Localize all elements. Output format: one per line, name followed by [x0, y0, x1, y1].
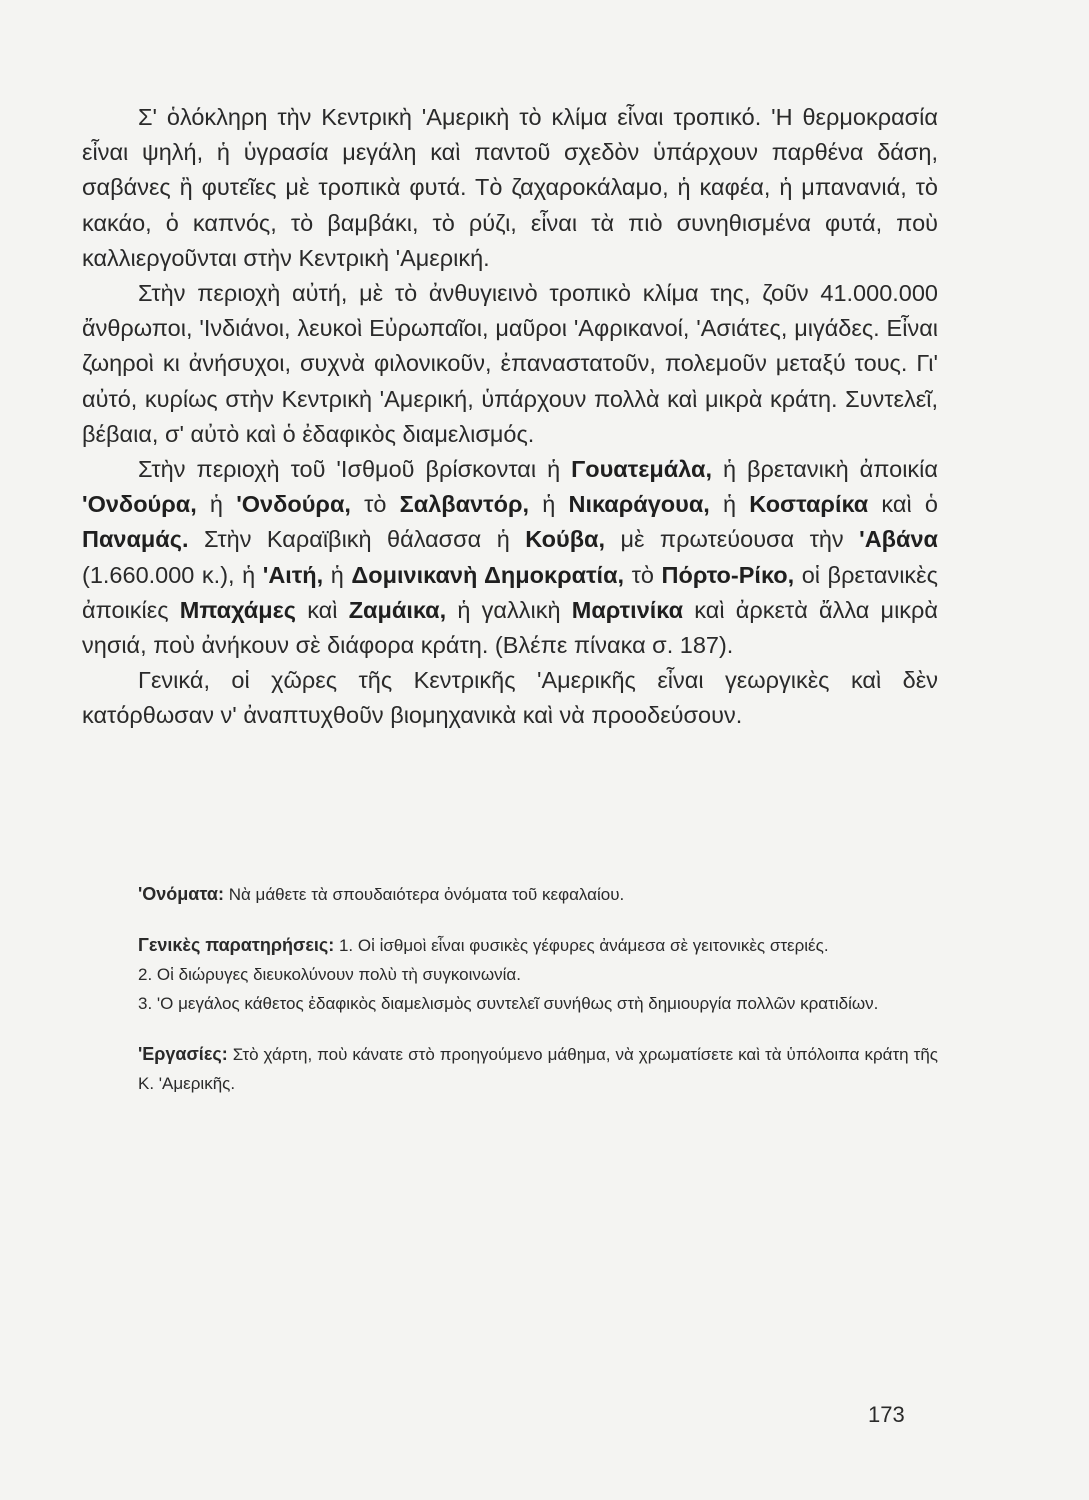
text-run: Σ' ὁλόκληρη τὴν Κεντρικὴ 'Αμερικὴ τὸ κλίμα εἶναι τροπικό. 'Η θερμοκρασία εἶναι ψηλή, ἡ ὑγρασία μεγάλη καὶ παντοῦ σχεδὸν ὑπάρχουν παρθένα δάση, σαβάνες ἢ φυτεῖες μὲ τροπικὰ φυτά. Τὸ ζαχαροκάλαμο, ἡ καφέα, ἡ μπανανιά, τὸ κακάο, ὁ καπνός, τὸ βαμβάκι, τὸ ρύζι, εἶναι τὰ πιὸ συνηθισμένα φυτά, ποὺ καλλιεργοῦνται στὴν Κεντρικὴ 'Αμερική.: [82, 104, 938, 271]
general-label: Γενικὲς παρατηρήσεις:: [138, 935, 335, 955]
tasks-label: 'Εργασίες:: [138, 1044, 228, 1064]
bold-place-name: 'Αβάνα: [859, 526, 938, 553]
text-run: ἡ: [529, 491, 569, 518]
bold-place-name: Γουατεμάλα,: [571, 456, 712, 483]
text-run: ἡ βρετανικὴ ἀποικία: [711, 456, 938, 483]
names-label: 'Ονόματα:: [138, 884, 224, 904]
paragraph-climate: [82, 100, 938, 276]
text-run: τὸ: [350, 491, 400, 518]
bold-place-name: Πόρτο-Ρίκο,: [661, 561, 795, 588]
paragraph-summary: [82, 663, 938, 733]
text-run: τὸ: [624, 561, 662, 588]
text-run: μὲ πρωτεύουσα τὴν: [605, 526, 860, 553]
text-run: οἱ βρετανικὲς ἀποικίες: [82, 561, 938, 623]
general-item-2-line: [82, 960, 938, 989]
bold-place-name: 'Ονδούρα,: [82, 491, 197, 518]
general-item-3: 3. 'Ο μεγάλος κάθετος ἐδαφικὸς διαμελισμὸς συντελεῖ συνήθως στὴ δημιουργία πολλῶν κρατιδίων.: [138, 994, 879, 1013]
bold-place-name: Κούβα,: [525, 526, 606, 553]
general-remarks: [82, 931, 938, 1018]
text-run: (1.660.000 κ.), ἡ: [82, 561, 263, 588]
text-run: ἡ: [323, 561, 352, 588]
page-number: 173: [868, 1402, 905, 1427]
text-run: ἡ γαλλικὴ: [446, 596, 572, 623]
text-run: Στὴν Καραϊβικὴ θάλασσα ἡ: [188, 526, 526, 553]
general-item-1: 1. Οἱ ἰσθμοὶ εἶναι φυσικὲς γέφυρες ἀνάμεσα σὲ γειτονικὲς στεριές.: [338, 936, 829, 955]
text-run: καὶ ὁ: [868, 491, 938, 518]
text-run: ἡ: [709, 491, 750, 518]
tasks-text: Στὸ χάρτη, ποὺ κάνατε στὸ προηγούμενο μάθημα, νὰ χρωματίσετε καὶ τὰ ὑπόλοιπα κράτη τῆς Κ. 'Αμερικῆς.: [138, 1045, 938, 1093]
bold-place-name: Ζαμάικα,: [348, 596, 447, 623]
text-run: καὶ: [296, 596, 349, 623]
bold-place-name: Παναμάς.: [82, 526, 189, 553]
general-item-2: 2. Οἱ διώρυγες διευκολύνουν πολὺ τὴ συγκοινωνία.: [138, 965, 521, 984]
text-run: Στὴν περιοχὴ αὐτή, μὲ τὸ ἀνθυγιεινὸ τροπικὸ κλίμα της, ζοῦν 41.000.000 ἄνθρωποι, 'Ινδιάνοι, λευκοὶ Εὐρωπαῖοι, μαῦροι 'Αφρικανοί, 'Ασιάτες, μιγάδες. Εἶναι ζωηροὶ κι ἀνήσυχοι, συχνὰ φιλονικοῦν, ἐπαναστατοῦν, πολεμοῦν μεταξύ τους. Γι' αὐτό, κυρίως στὴν Κεντρικὴ 'Αμερική, ὑπάρχουν πολλὰ καὶ μικρὰ κράτη. Συντελεῖ, βέβαια, σ' αὐτὸ καὶ ὁ ἐδαφικὸς διαμελισμός.: [82, 280, 938, 447]
bold-place-name: Δομινικανὴ Δημοκρατία,: [351, 561, 625, 588]
general-item-1-line: [82, 931, 938, 960]
bold-place-name: Νικαράγουα,: [568, 491, 710, 518]
paragraph-population: [82, 276, 938, 452]
text-run: καὶ ἀρκετὰ ἄλλα μικρὰ νησιά, ποὺ ἀνήκουν σὲ διάφορα κράτη. (Βλέπε πίνακα σ. 187).: [82, 596, 939, 659]
paragraph-countries: [82, 452, 938, 663]
names-note: [82, 880, 938, 909]
main-text: [82, 100, 938, 734]
text-run: ἡ: [196, 491, 237, 518]
text-run: Στὴν περιοχὴ τοῦ 'Ισθμοῦ βρίσκονται ἡ: [138, 456, 572, 483]
bold-place-name: Σαλβαντόρ,: [399, 491, 530, 518]
notes-section: [82, 880, 938, 1120]
names-text: Νὰ μάθετε τὰ σπουδαιότερα ὀνόματα τοῦ κεφαλαίου.: [223, 885, 625, 904]
bold-place-name: 'Ονδούρα,: [236, 491, 351, 518]
bold-place-name: Μαρτινίκα: [571, 596, 684, 623]
text-run: Γενικά, οἱ χῶρες τῆς Κεντρικῆς 'Αμερικῆς εἶναι γεωργικὲς καὶ δὲν κατόρθωσαν ν' ἀναπτυχθοῦν βιομηχανικὰ καὶ νὰ προοδεύσουν.: [82, 667, 938, 729]
bold-place-name: Μπαχάμες: [179, 596, 296, 623]
general-item-3-line: [82, 989, 938, 1018]
bold-place-name: 'Αιτή,: [262, 561, 324, 588]
tasks-note: [82, 1040, 938, 1098]
bold-place-name: Κοσταρίκα: [749, 491, 869, 518]
